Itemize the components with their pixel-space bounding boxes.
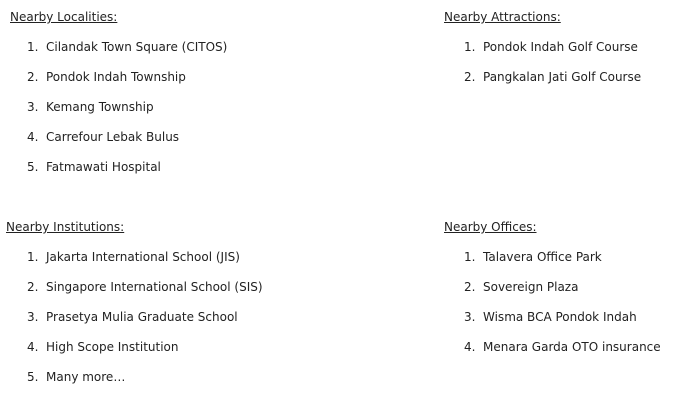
list-item-number: 1. (27, 250, 39, 264)
list-item (27, 39, 227, 55)
list-item-number: 2. (27, 70, 39, 84)
list-item (464, 339, 661, 355)
list-item-text: Singapore International School (SIS) (46, 280, 263, 294)
list-item-number: 3. (27, 310, 39, 324)
list-item-text: Sovereign Plaza (483, 280, 579, 294)
localities-heading: Nearby Localities: (10, 10, 118, 24)
list-item-text: Pondok Indah Golf Course (483, 40, 638, 54)
list-item-text: Jakarta International School (JIS) (46, 250, 240, 264)
list-item-number: 1. (464, 250, 476, 264)
list-item-number: 1. (464, 40, 476, 54)
list-item (27, 339, 179, 355)
list-item-number: 4. (27, 340, 39, 354)
list-item-number: 2. (464, 70, 476, 84)
list-item-text: Pondok Indah Township (46, 70, 186, 84)
list-item (27, 249, 240, 265)
attractions-heading: Nearby Attractions: (444, 10, 561, 24)
list-item-text: Carrefour Lebak Bulus (46, 130, 180, 144)
list-item-number: 3. (27, 100, 39, 114)
list-item-text: Cilandak Town Square (CITOS) (46, 40, 228, 54)
list-item (27, 309, 238, 325)
list-item (27, 99, 154, 115)
list-item-number: 4. (27, 130, 39, 144)
list-item-text: Talavera Office Park (483, 250, 602, 264)
list-item (464, 249, 602, 265)
list-item-text: Prasetya Mulia Graduate School (46, 310, 238, 324)
offices-heading: Nearby Offices: (444, 220, 537, 234)
list-item-text: Wisma BCA Pondok Indah (483, 310, 637, 324)
list-item (27, 159, 161, 175)
list-item-number: 2. (464, 280, 476, 294)
list-item-text: Fatmawati Hospital (46, 160, 161, 174)
list-item (27, 129, 179, 145)
list-item (464, 69, 641, 85)
list-item (27, 369, 125, 385)
list-item-number: 5. (27, 160, 39, 174)
list-item-text: High Scope Institution (46, 340, 179, 354)
list-item (464, 309, 637, 325)
list-item (27, 279, 263, 295)
list-item-text: Pangkalan Jati Golf Course (483, 70, 642, 84)
list-item-text: Many more… (46, 370, 126, 384)
list-item (27, 69, 186, 85)
list-item-number: 1. (27, 40, 39, 54)
list-item-number: 4. (464, 340, 476, 354)
list-item-number: 2. (27, 280, 39, 294)
list-item-number: 3. (464, 310, 476, 324)
list-item-number: 5. (27, 370, 39, 384)
institutions-heading: Nearby Institutions: (6, 220, 125, 234)
list-item-text: Kemang Township (46, 100, 154, 114)
list-item (464, 279, 578, 295)
list-item (464, 39, 638, 55)
list-item-text: Menara Garda OTO insurance (483, 340, 661, 354)
